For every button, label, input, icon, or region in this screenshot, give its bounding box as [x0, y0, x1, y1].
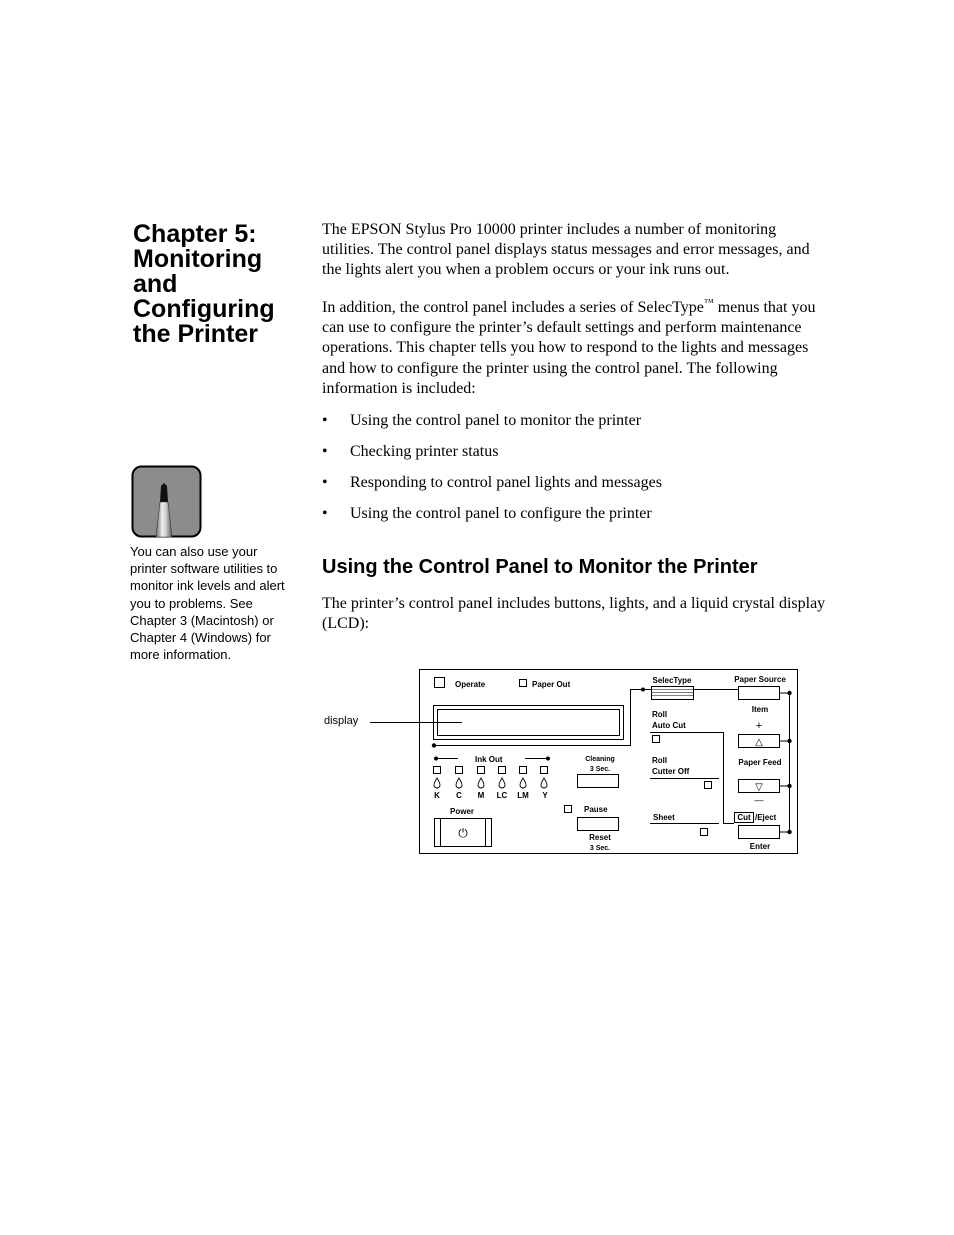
- minus-label: —: [754, 795, 764, 805]
- list-item-text: Using the control panel to configure the printer: [350, 505, 652, 522]
- reset-hold-label: 3 Sec.: [589, 845, 611, 852]
- eject-label: /Eject: [755, 813, 777, 822]
- ink-label-lc: LC: [496, 791, 508, 800]
- paper-out-label: Paper Out: [532, 680, 571, 689]
- ink-out-dot: [546, 757, 550, 761]
- roll-cutter-off-label-line2: Cutter Off: [652, 767, 690, 776]
- display-callout-label: display: [324, 715, 359, 727]
- bracket-dot: [787, 691, 791, 695]
- cut-label: Cut: [737, 813, 751, 822]
- bullet-symbol: •: [322, 412, 328, 429]
- section-heading: Using the Control Panel to Monitor the Printer: [322, 556, 758, 578]
- cleaning-label: Cleaning: [585, 756, 615, 763]
- list-item-text: Using the control panel to monitor the printer: [350, 412, 642, 429]
- chapter-title-line: and: [133, 270, 178, 298]
- bullet-symbol: •: [322, 474, 328, 491]
- pencil-note-icon: [131, 465, 202, 538]
- intro-paragraph: The EPSON Stylus Pro 10000 printer includes a number of monitoring utilities. The control panel displays status messages and error messages, and the lights alert you when a problem occurs or your ink runs out.: [322, 221, 810, 279]
- chapter-title-line: Monitoring: [133, 245, 263, 273]
- intro-text: In addition, the control panel includes a series of SelecType: [322, 299, 704, 316]
- intro-text: menus that you can use to configure the printer’s default settings and perform maintenance operations. This chapter tells you how to respond to the lights and messages and how to configure the printer using the control panel. The following information is included:: [322, 299, 816, 397]
- ink-label-c: C: [456, 791, 462, 800]
- ink-out-dot: [434, 757, 438, 761]
- chapter-title-line: Configuring: [133, 295, 275, 323]
- ink-label-y: Y: [542, 791, 548, 800]
- connector-dot: [432, 743, 436, 747]
- pause-label: Pause: [584, 805, 608, 814]
- plus-label: +: [755, 720, 763, 732]
- down-arrow-icon: ▽: [755, 782, 763, 793]
- ink-label-lm: LM: [517, 791, 529, 800]
- power-icon: ⏻: [458, 826, 468, 840]
- bullet-symbol: •: [322, 505, 328, 522]
- list-item-text: Checking printer status: [350, 443, 499, 460]
- ink-label-m: M: [477, 791, 485, 800]
- reset-label: Reset: [589, 833, 611, 842]
- control-panel-diagram: [320, 665, 802, 859]
- paper-source-label: Paper Source: [734, 675, 786, 684]
- roll-auto-cut-label-line1: Roll: [652, 710, 668, 719]
- roll-cutter-off-label-line1: Roll: [652, 756, 668, 765]
- connector-dot: [641, 688, 645, 692]
- paper-feed-label: Paper Feed: [738, 758, 782, 767]
- bracket-dot: [787, 830, 791, 834]
- item-label: Item: [751, 705, 769, 714]
- enter-label: Enter: [749, 842, 771, 851]
- chapter-title: [133, 222, 303, 347]
- margin-note: You can also use your printer software utilities to monitor ink levels and alert you to problems. See Chapter 3 (Macintosh) or Chapter 4 (Windows) for more information.: [130, 544, 285, 663]
- bullet-symbol: •: [322, 443, 328, 460]
- operate-label: Operate: [455, 680, 486, 689]
- intro-paragraph-selectype: [322, 298, 832, 399]
- ink-label-k: K: [434, 791, 440, 800]
- list-item-text: Responding to control panel lights and messages: [350, 474, 662, 491]
- selectype-label: SelecType: [652, 676, 692, 685]
- roll-auto-cut-label-line2: Auto Cut: [652, 721, 686, 730]
- bracket-dot: [787, 784, 791, 788]
- bracket-dot: [787, 739, 791, 743]
- section-paragraph: The printer’s control panel includes buttons, lights, and a liquid crystal display (LCD):: [322, 595, 826, 633]
- chapter-title-line: Chapter 5:: [133, 220, 257, 248]
- power-label: Power: [450, 807, 475, 816]
- sheet-label: Sheet: [653, 813, 675, 822]
- up-arrow-icon: △: [755, 737, 763, 748]
- ink-out-label: Ink Out: [475, 755, 503, 764]
- chapter-title-line: the Printer: [133, 320, 259, 348]
- cleaning-hold-label: 3 Sec.: [589, 766, 611, 773]
- trademark-symbol: ™: [703, 297, 714, 309]
